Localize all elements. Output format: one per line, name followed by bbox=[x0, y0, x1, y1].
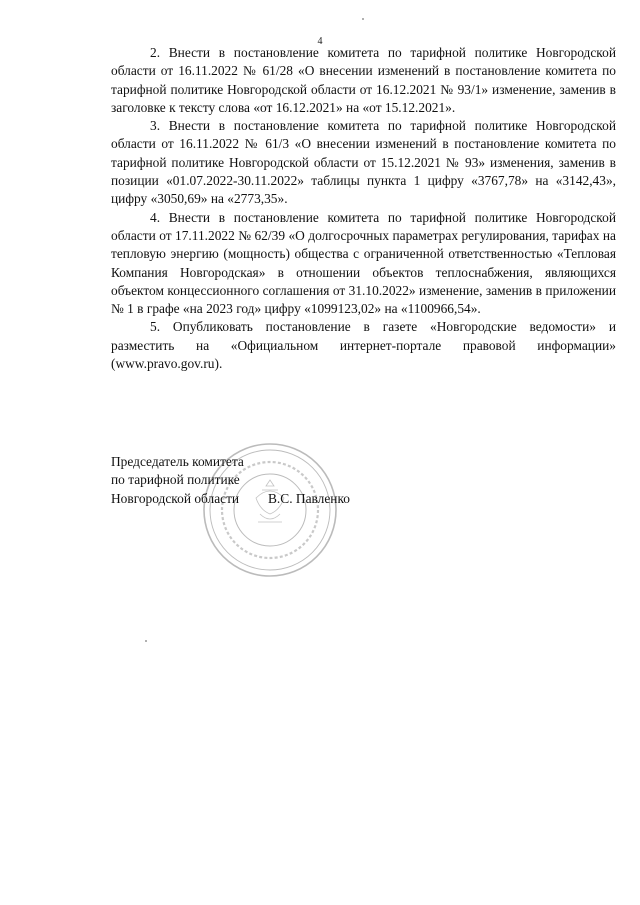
signature-block bbox=[111, 453, 431, 508]
paragraph-5: 5. Опубликовать постановление в газете «Новгородские ведомости» и разместить на «Официальном интернет-портале правовой информации» (www.pravo.gov.ru). bbox=[111, 319, 616, 372]
scan-speck bbox=[145, 640, 147, 642]
paragraph-4: 4. Внести в постановление комитета по тарифной политике Новгородской области от 17.11.2022 № 62/39 «О долгосрочных параметрах регулирования, тарифах на тепловую энергию (мощность) общества с ограниченной ответственностью «Тепловая Компания Новгородская» в отношении объектов теплоснабжения, являющихся объектом концессионного соглашения от 31.10.2022» изменение, заменив в приложении № 1 в графе «на 2023 год» цифру «1099123,02» на «1100966,54». bbox=[111, 209, 616, 317]
paragraph-3: 3. Внести в постановление комитета по тарифной политике Новгородской области от 16.11.2022 № 61/3 «О внесении изменений в постановление комитета по тарифной политике Новгородской области от 15.12.2021 № 93» изменения, заменив в позиции «01.07.2022-30.11.2022» таблицы пункта 1 цифру «3767,78» на «3142,43», цифру «3050,69» на «2773,35». bbox=[111, 118, 616, 207]
scan-speck bbox=[362, 18, 364, 20]
paragraph-2: 2. Внести в постановление комитета по тарифной политике Новгородской области от 16.11.2022 № 61/28 «О внесении изменений в постановление комитета по тарифной политике Новгородской области от 16.12.2021 № 93/1» изменение, заменив в заголовке к тексту слова «от 16.12.2021» на «от 15.12.2021». bbox=[111, 45, 616, 115]
signature-title-line-3: Новгородской области bbox=[111, 490, 240, 506]
page-number: 4 bbox=[317, 36, 323, 47]
signatory-name: В.С. Павленко bbox=[268, 490, 350, 506]
signature-title-line-1: Председатель комитета bbox=[111, 454, 244, 469]
signature-title-line-2: по тарифной политике bbox=[111, 472, 240, 488]
document-body bbox=[111, 44, 616, 373]
